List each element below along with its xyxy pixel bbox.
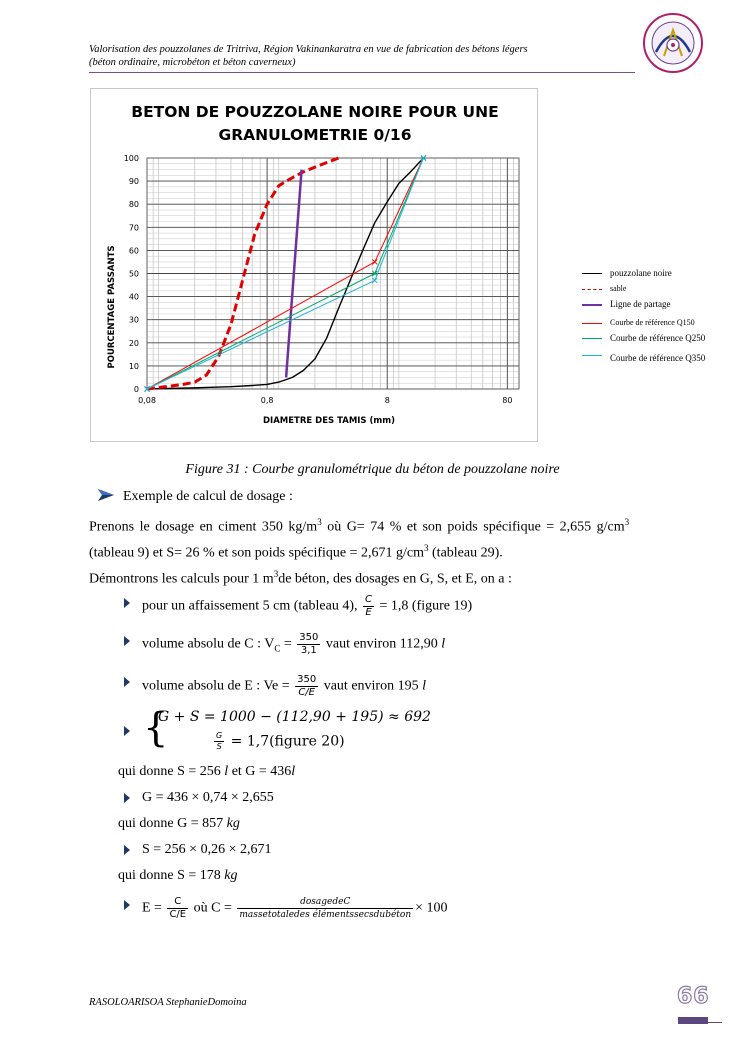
superscript: 3 bbox=[273, 569, 279, 579]
fraction-c-over-ce bbox=[167, 896, 188, 921]
denominator: 3,1 bbox=[300, 645, 317, 656]
numerator: C bbox=[167, 896, 188, 909]
y-tick-label: 90 bbox=[128, 177, 139, 187]
legend-swatch bbox=[582, 289, 602, 290]
text-run: × 100 bbox=[415, 900, 448, 916]
unit: l bbox=[441, 636, 446, 652]
header-rule bbox=[89, 72, 635, 73]
unit: l bbox=[224, 764, 229, 779]
arrow-bullet-icon bbox=[97, 488, 115, 502]
fraction-dosage-over-mass bbox=[237, 896, 413, 921]
legend-swatch bbox=[582, 355, 602, 356]
subscript: C bbox=[274, 643, 281, 654]
superscript: 3 bbox=[624, 517, 630, 527]
superscript: 3 bbox=[317, 517, 322, 527]
denominator: C/E bbox=[298, 687, 315, 698]
header-line-1: Valorisation des pouzzolanes de Tritriva, Région Vakinankaratra en vue de fabrication des bétons légers bbox=[89, 44, 528, 55]
text-run: pour un affaissement 5 cm (tableau 4), bbox=[142, 598, 362, 614]
y-tick-label: 100 bbox=[123, 154, 139, 163]
text-run: de béton, des dosages en G, S, et E, on a : bbox=[278, 571, 512, 587]
equation-ratio bbox=[212, 731, 345, 752]
legend-label: Ligne de partage bbox=[610, 299, 671, 309]
unit: l bbox=[422, 678, 426, 694]
denominator: S bbox=[216, 742, 222, 751]
item-volume-e bbox=[142, 674, 426, 699]
fraction-350-over-ce bbox=[295, 674, 318, 699]
header-line-2: (béton ordinaire, microbéton et béton caverneux) bbox=[89, 57, 296, 68]
result-g-mass bbox=[118, 815, 240, 832]
triangle-bullet-icon bbox=[124, 636, 130, 646]
text-run: et G = 436 bbox=[228, 764, 292, 779]
item-s-mass: S = 256 × 0,26 × 2,671 bbox=[142, 842, 272, 857]
triangle-bullet-icon bbox=[124, 845, 130, 855]
system-brace: { bbox=[143, 705, 169, 751]
y-tick-label: 70 bbox=[128, 223, 139, 233]
y-tick-label: 60 bbox=[128, 246, 139, 256]
unit: kg bbox=[226, 816, 240, 831]
faculty-seal-logo bbox=[638, 12, 708, 74]
y-tick-label: 30 bbox=[128, 315, 139, 325]
text-run: (tableau 29). bbox=[428, 545, 503, 561]
legend-label: pouzzolane noire bbox=[610, 268, 672, 278]
chart-title-line-2: GRANULOMETRIE 0/16 bbox=[218, 126, 412, 144]
x-tick-label: 80 bbox=[502, 396, 513, 405]
y-tick-label: 50 bbox=[128, 269, 139, 279]
denominator: C/E bbox=[169, 909, 187, 920]
x-tick-label: 0,8 bbox=[260, 396, 274, 405]
triangle-bullet-icon bbox=[124, 726, 130, 736]
text-run: Démontrons les calculs pour 1 m bbox=[89, 571, 274, 587]
legend-label: Courbe de référence Q250 bbox=[610, 333, 706, 343]
item-volume-c bbox=[142, 632, 445, 658]
legend-swatch bbox=[582, 323, 602, 324]
legend-label: sable bbox=[610, 284, 627, 293]
legend-swatch bbox=[582, 273, 602, 274]
paragraph-line-3 bbox=[89, 566, 512, 588]
y-tick-label: 10 bbox=[128, 361, 139, 371]
numerator: 350 bbox=[299, 632, 319, 643]
text-run: = 1,7(figure 20) bbox=[226, 733, 345, 750]
text-run: vaut environ 195 bbox=[320, 678, 423, 694]
unit: kg bbox=[224, 868, 238, 883]
running-header bbox=[89, 43, 609, 69]
legend-label: Courbe de référence Q150 bbox=[610, 318, 695, 327]
text-run: = bbox=[280, 636, 296, 652]
x-tick-label: 0,08 bbox=[138, 396, 156, 405]
text-run: = 1,8 (figure 19) bbox=[376, 598, 473, 614]
triangle-bullet-icon bbox=[124, 677, 130, 687]
text-run: (tableau 9) et S= 26 % et son poids spécifique = 2,671 g/cm bbox=[89, 545, 425, 561]
item-water-formula bbox=[142, 896, 448, 921]
item-slump-ratio bbox=[142, 594, 472, 619]
denominator: massetotaledes élémentssecsdubéton bbox=[239, 910, 412, 920]
y-tick-label: 40 bbox=[128, 292, 139, 302]
result-s-mass bbox=[118, 867, 238, 884]
text-run: E = bbox=[142, 900, 166, 916]
footer-author: RASOLOARISOA StephanieDomoina bbox=[89, 997, 247, 1008]
legend-swatch bbox=[582, 338, 602, 339]
unit: l bbox=[291, 764, 296, 779]
text-run: où C = bbox=[190, 900, 236, 916]
superscript: 3 bbox=[424, 543, 429, 553]
x-tick-label: 8 bbox=[384, 396, 390, 405]
paragraph-line-1 bbox=[89, 514, 656, 536]
text-run: volume absolu de E : Ve = bbox=[142, 678, 294, 694]
figure-caption: Figure 31 : Courbe granulométrique du béton de pouzzolane noire bbox=[185, 462, 560, 477]
triangle-bullet-icon bbox=[124, 793, 130, 803]
page-number: 66 bbox=[677, 984, 710, 1009]
numerator: C bbox=[365, 594, 372, 605]
text-run: Prenons le dosage en ciment 350 kg/m bbox=[89, 519, 318, 535]
legend-label: Courbe de référence Q350 bbox=[610, 353, 706, 363]
numerator: 350 bbox=[297, 674, 317, 685]
y-tick-label: 80 bbox=[128, 200, 139, 210]
y-tick-label: 0 bbox=[133, 385, 139, 394]
text-run: vaut environ 112,90 bbox=[322, 636, 442, 652]
numerator: G bbox=[216, 731, 223, 740]
text-run: qui donne S = 256 bbox=[118, 764, 225, 779]
text-run: qui donne S = 178 bbox=[118, 868, 225, 883]
example-heading: Exemple de calcul de dosage : bbox=[123, 489, 293, 504]
text-run: qui donne G = 857 bbox=[118, 816, 227, 831]
paragraph-line-2 bbox=[89, 540, 503, 562]
fraction-c-over-e bbox=[363, 594, 374, 619]
fraction-350-over-3-1 bbox=[297, 632, 320, 657]
equation-sum: G + S = 1000 − (112,90 + 195) ≈ 692 bbox=[158, 709, 431, 725]
page-bar-line bbox=[708, 1022, 722, 1023]
page-bar bbox=[678, 1017, 708, 1024]
y-tick-label: 20 bbox=[128, 338, 139, 348]
chart-frame bbox=[90, 88, 538, 442]
chart-title-line-1: BETON DE POUZZOLANE NOIRE POUR UNE bbox=[131, 103, 499, 121]
numerator: dosagedeC bbox=[237, 896, 413, 909]
denominator: E bbox=[365, 607, 372, 618]
item-g-mass: G = 436 × 0,74 × 2,655 bbox=[142, 790, 274, 805]
triangle-bullet-icon bbox=[124, 598, 130, 608]
legend-swatch bbox=[582, 304, 602, 306]
result-s-g-volumes bbox=[118, 763, 295, 780]
triangle-bullet-icon bbox=[124, 900, 130, 910]
text-run: où G= 74 % et son poids spécifique = 2,655 g/cm bbox=[321, 519, 625, 535]
granulometry-chart bbox=[91, 89, 537, 441]
series-point-courbe-de-r-f-rence-q350 bbox=[372, 278, 377, 283]
chart-x-axis-label: DIAMETRE DES TAMIS (mm) bbox=[262, 416, 396, 426]
chart-y-axis-label: POURCENTAGE PASSANTS bbox=[107, 245, 117, 369]
fraction-g-over-s bbox=[214, 731, 224, 752]
text-run: volume absolu de C : V bbox=[142, 636, 275, 652]
